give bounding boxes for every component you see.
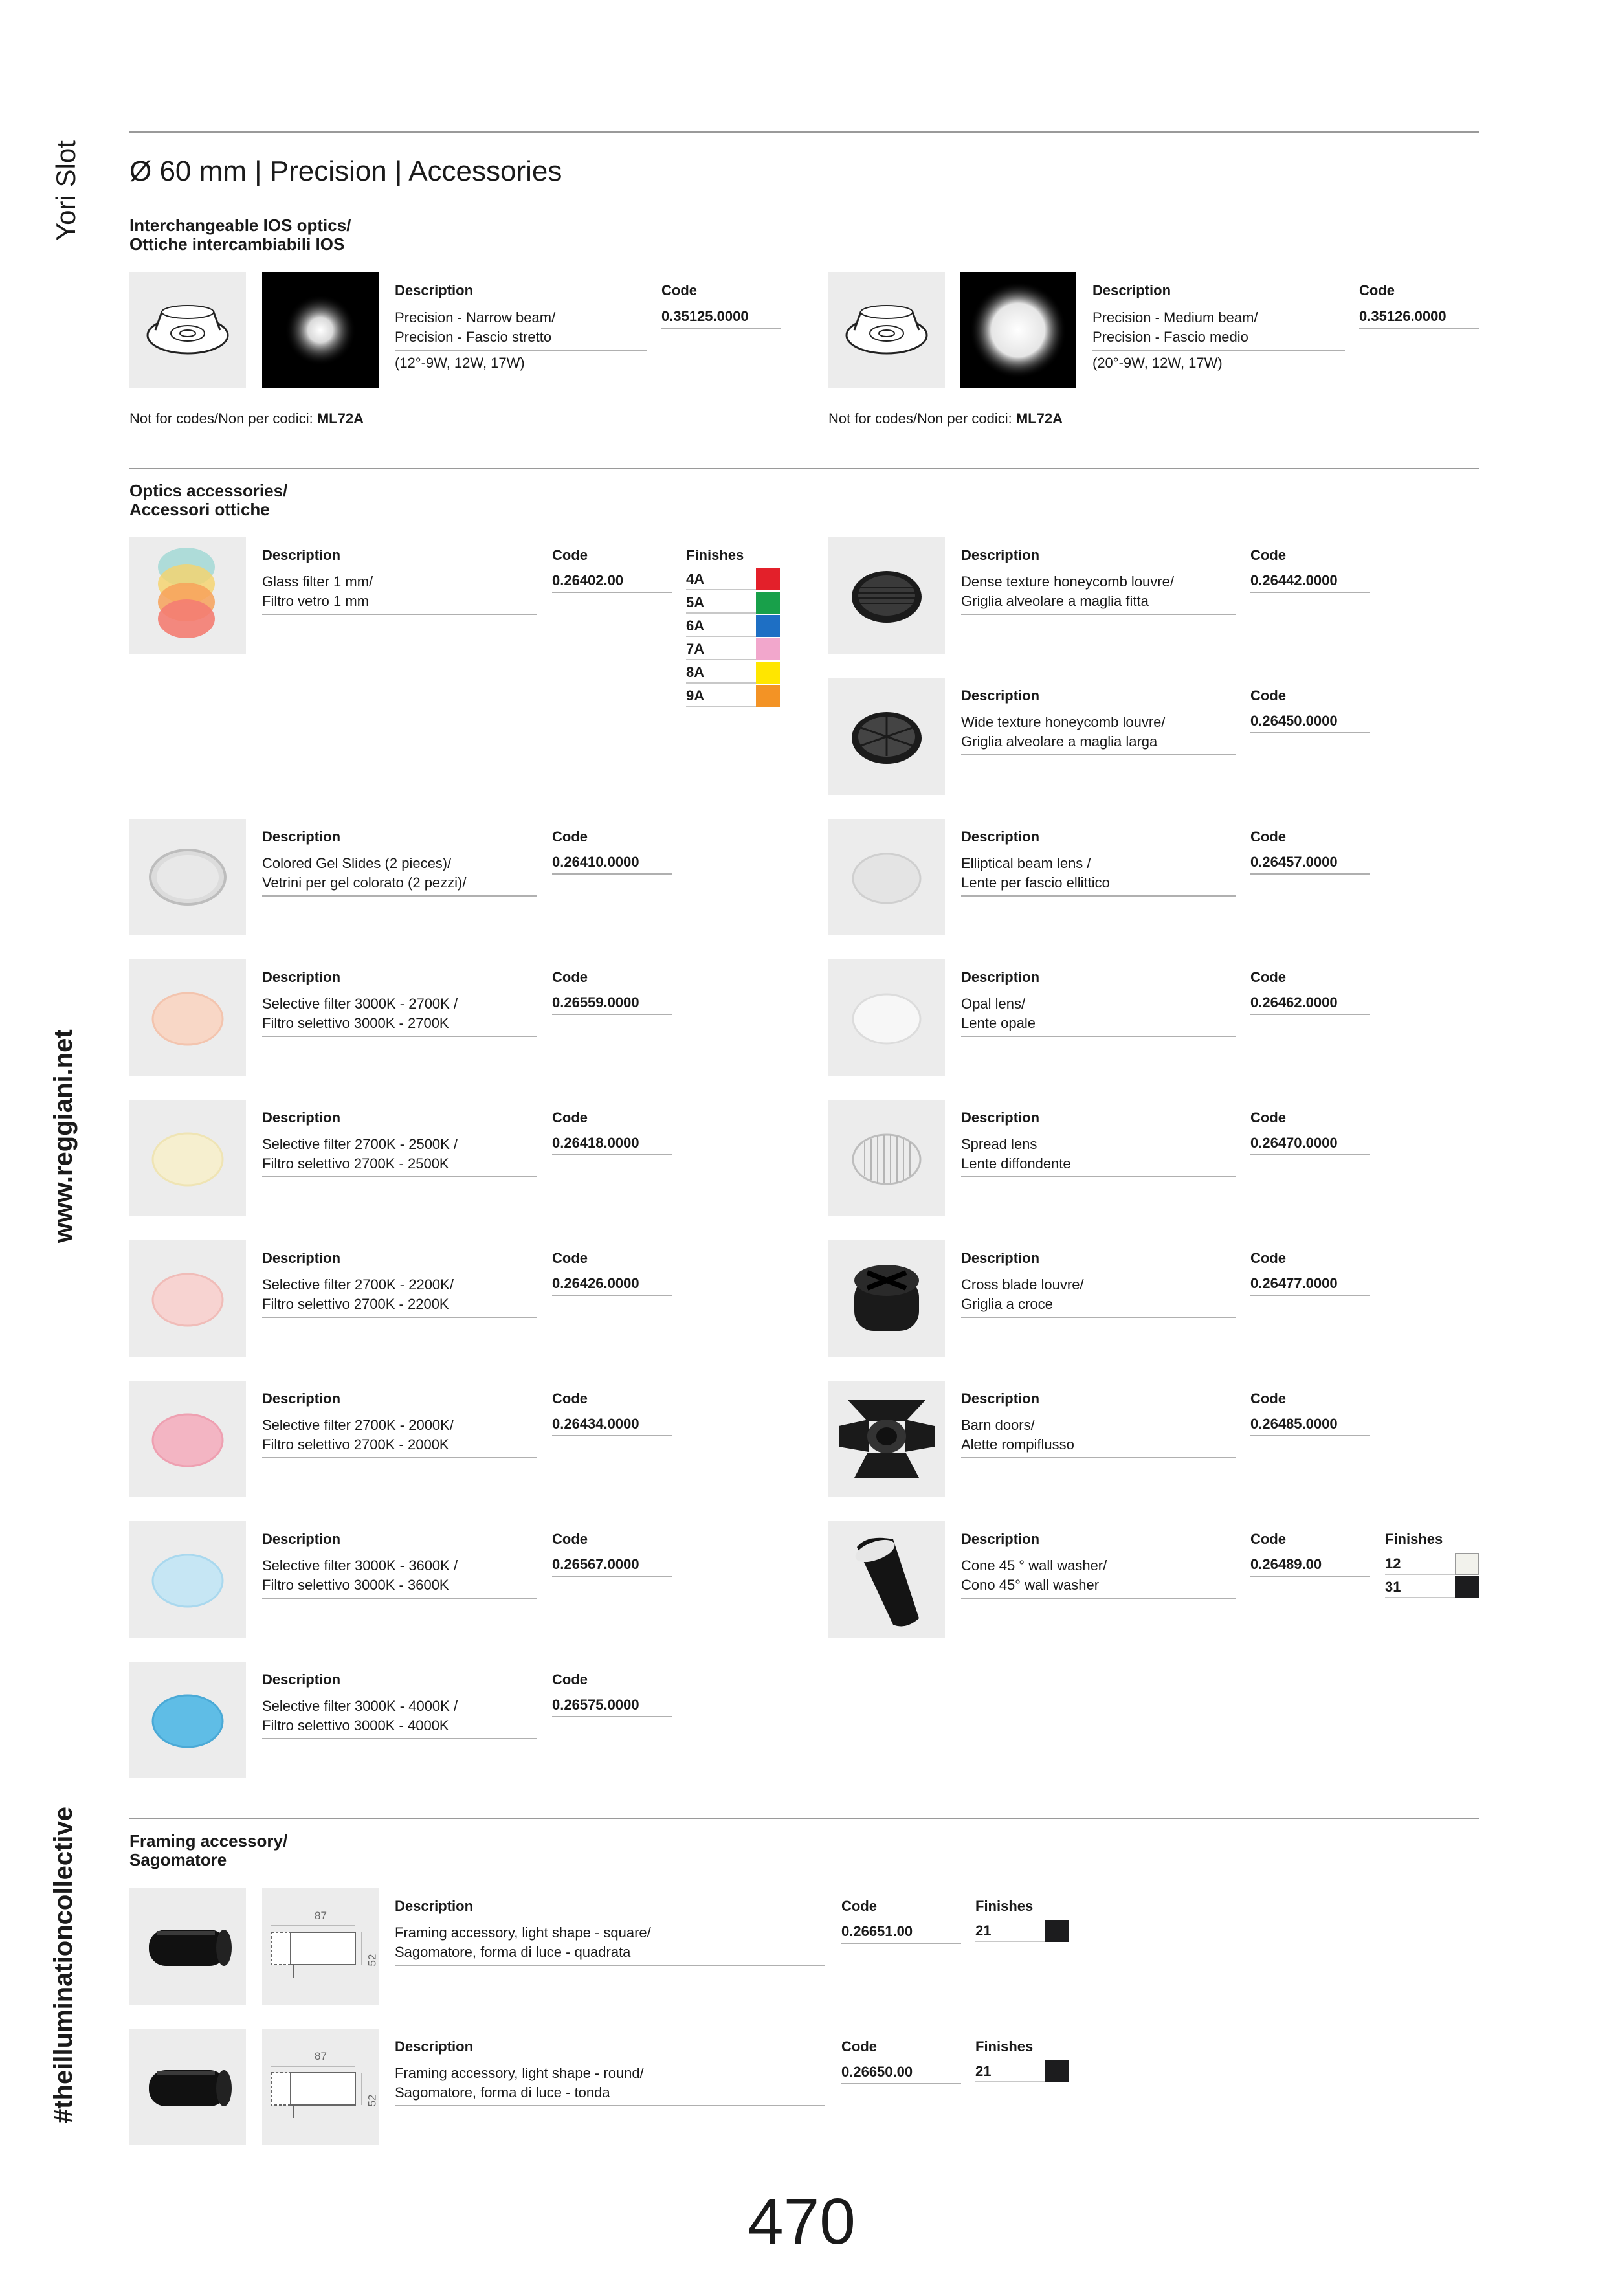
- ios-optic-icon: [129, 272, 246, 388]
- gel-slides-icon: [129, 819, 246, 935]
- optic-code-label: Code: [552, 969, 588, 985]
- optic-description: Cone 45 ° wall washer/ Cono 45° wall washer: [961, 1556, 1236, 1599]
- framing-code: 0.26650.00: [841, 2064, 961, 2084]
- framing-drawing-thumb: [262, 1888, 379, 2005]
- optic-code-label: Code: [1250, 969, 1286, 985]
- ios-spec-1: (12°-9W, 12W, 17W): [395, 355, 525, 371]
- optic-description: Selective filter 3000K - 3600K / Filtro selettivo 3000K - 3600K: [262, 1556, 537, 1599]
- finishes-label: Finishes: [1385, 1531, 1443, 1547]
- cross-blade-louvre-icon: [828, 1240, 945, 1357]
- optic-desc-label: Description: [961, 969, 1040, 985]
- finish-swatch: [756, 638, 780, 660]
- dimension-width-label: 87: [315, 1910, 327, 1922]
- ios-spec-2: (20°-9W, 12W, 17W): [1092, 355, 1223, 371]
- narrow-beam-preview: [262, 272, 379, 388]
- optic-code-label: Code: [552, 1109, 588, 1126]
- optic-code-label: Code: [1250, 1390, 1286, 1407]
- finish-row: 5A: [686, 592, 780, 614]
- dimension-drawing-icon: [262, 1888, 379, 2005]
- optic-description: Selective filter 3000K - 2700K / Filtro selettivo 3000K - 2700K: [262, 994, 537, 1037]
- framing-accessory-icon: [129, 2029, 246, 2145]
- optic-code-label: Code: [1250, 1109, 1286, 1126]
- side-website[interactable]: www.reggiani.net: [49, 1029, 78, 1243]
- optic-code: 0.26470.0000: [1250, 1135, 1370, 1155]
- optic-description: Dense texture honeycomb louvre/ Griglia alveolare a maglia fitta: [961, 572, 1236, 615]
- optic-code-label: Code: [552, 1671, 588, 1688]
- page-number: 470: [748, 2185, 856, 2258]
- optic-description: Barn doors/ Alette rompiflusso: [961, 1416, 1236, 1458]
- optic-code-label: Code: [1250, 687, 1286, 704]
- ios-optic-thumb: [129, 272, 246, 388]
- selective-filter-thumb: [129, 1381, 246, 1497]
- selective-filter-thumb: [129, 1100, 246, 1216]
- optic-code-label: Code: [552, 1250, 588, 1266]
- optic-desc-label: Description: [961, 1109, 1040, 1126]
- framing-heading: Framing accessory/ Sagomatore: [129, 1831, 288, 1869]
- optic-code: 0.26477.0000: [1250, 1275, 1370, 1296]
- framing-code-label: Code: [841, 1898, 877, 1914]
- spread-lens-icon: [828, 1100, 945, 1216]
- optic-desc-label: Description: [262, 829, 341, 845]
- dimension-drawing-icon: [262, 2029, 379, 2145]
- optic-code: 0.26462.0000: [1250, 994, 1370, 1015]
- ios-desc-label-2: Description: [1092, 282, 1171, 298]
- wide-honeycomb-thumb: [828, 678, 945, 795]
- optic-code-label: Code: [1250, 1250, 1286, 1266]
- selective-filter-icon: [129, 959, 246, 1076]
- ios-code-2: 0.35126.0000: [1359, 308, 1479, 329]
- finish-row: 21: [975, 2060, 1069, 2082]
- optic-description: Glass filter 1 mm/ Filtro vetro 1 mm: [262, 572, 537, 615]
- finish-swatch: [756, 662, 780, 684]
- framing-description: Framing accessory, light shape - square/ Sagomatore, forma di luce - quadrata: [395, 1923, 825, 1966]
- optic-code: 0.26457.0000: [1250, 854, 1370, 875]
- optic-description: Spread lens Lente diffondente: [961, 1135, 1236, 1177]
- optic-description: Opal lens/ Lente opale: [961, 994, 1236, 1037]
- framing-description: Framing accessory, light shape - round/ Sagomatore, forma di luce - tonda: [395, 2064, 825, 2106]
- optics-rule: [129, 468, 1479, 469]
- finishes-label: Finishes: [975, 1898, 1034, 1914]
- optic-desc-label: Description: [262, 1109, 341, 1126]
- opal-lens-icon: [828, 959, 945, 1076]
- selective-filter-thumb: [129, 959, 246, 1076]
- finish-row: 9A: [686, 685, 780, 707]
- optic-code: 0.26485.0000: [1250, 1416, 1370, 1436]
- gel-slides-thumb: [129, 819, 246, 935]
- selective-filter-icon: [129, 1381, 246, 1497]
- optic-code: 0.26410.0000: [552, 854, 672, 875]
- optic-code-label: Code: [1250, 829, 1286, 845]
- optic-code-label: Code: [552, 829, 588, 845]
- optic-code: 0.26434.0000: [552, 1416, 672, 1436]
- finish-row: 6A: [686, 615, 780, 637]
- optic-code: 0.26402.00: [552, 572, 672, 593]
- optic-desc-label: Description: [262, 547, 341, 563]
- ios-code-label-2: Code: [1359, 282, 1395, 298]
- optic-desc-label: Description: [262, 1390, 341, 1407]
- optics-heading: Optics accessories/ Accessori ottiche: [129, 481, 288, 519]
- ios-description-2: Precision - Medium beam/ Precision - Fascio medio: [1092, 308, 1345, 351]
- optic-desc-label: Description: [961, 547, 1040, 563]
- narrow-beam-icon: [262, 272, 379, 388]
- framing-desc-label: Description: [395, 2038, 474, 2055]
- dimension-height-label: 52: [366, 2094, 379, 2107]
- optic-description: Cross blade louvre/ Griglia a croce: [961, 1275, 1236, 1318]
- framing-accessory-thumb: [129, 2029, 246, 2145]
- optic-code: 0.26575.0000: [552, 1697, 672, 1717]
- optic-description: Selective filter 2700K - 2500K / Filtro selettivo 2700K - 2500K: [262, 1135, 537, 1177]
- medium-beam-icon: [960, 272, 1076, 388]
- finish-row: 4A: [686, 568, 780, 590]
- optic-code: 0.26418.0000: [552, 1135, 672, 1155]
- finish-row: 31: [1385, 1576, 1479, 1598]
- spread-lens-thumb: [828, 1100, 945, 1216]
- finish-swatch: [756, 592, 780, 614]
- barn-doors-icon: [828, 1381, 945, 1497]
- optic-code: 0.26442.0000: [1250, 572, 1370, 593]
- medium-beam-preview: [960, 272, 1076, 388]
- top-rule: [129, 131, 1479, 133]
- finish-swatch: [756, 685, 780, 707]
- optic-code-label: Code: [552, 1390, 588, 1407]
- selective-filter-icon: [129, 1100, 246, 1216]
- finish-swatch: [1455, 1576, 1479, 1598]
- ios-optic-thumb-2: [828, 272, 945, 388]
- cone-wall-washer-icon: [828, 1521, 945, 1638]
- wide-honeycomb-louvre-icon: [828, 678, 945, 795]
- finish-swatch: [756, 615, 780, 637]
- dimension-width-label: 87: [315, 2050, 327, 2062]
- opal-lens-thumb: [828, 959, 945, 1076]
- optic-code: 0.26426.0000: [552, 1275, 672, 1296]
- finish-row: 21: [975, 1920, 1069, 1942]
- selective-filter-icon: [129, 1521, 246, 1638]
- optic-desc-label: Description: [961, 687, 1040, 704]
- optic-desc-label: Description: [961, 1250, 1040, 1266]
- optic-description: Selective filter 3000K - 4000K / Filtro selettivo 3000K - 4000K: [262, 1697, 537, 1739]
- selective-filter-thumb: [129, 1521, 246, 1638]
- side-hashtag: #theilluminationcollective: [49, 1806, 78, 2123]
- optic-description: Selective filter 2700K - 2200K/ Filtro selettivo 2700K - 2200K: [262, 1275, 537, 1318]
- finishes-label: Finishes: [975, 2038, 1034, 2055]
- ios-heading: Interchangeable IOS optics/ Ottiche intercambiabili IOS: [129, 216, 351, 254]
- optic-desc-label: Description: [961, 829, 1040, 845]
- finish-swatch: [1045, 2060, 1069, 2082]
- finish-row: 8A: [686, 662, 780, 684]
- framing-accessory-icon: [129, 1888, 246, 2005]
- selective-filter-icon: [129, 1662, 246, 1778]
- optic-description: Colored Gel Slides (2 pieces)/ Vetrini per gel colorato (2 pezzi)/: [262, 854, 537, 897]
- framing-desc-label: Description: [395, 1898, 474, 1914]
- optic-code: 0.26450.0000: [1250, 713, 1370, 733]
- finish-swatch: [1045, 1920, 1069, 1942]
- ios-code-1: 0.35125.0000: [661, 308, 781, 329]
- ios-desc-label-1: Description: [395, 282, 474, 298]
- optic-description: Wide texture honeycomb louvre/ Griglia alveolare a maglia larga: [961, 713, 1236, 755]
- optic-desc-label: Description: [262, 969, 341, 985]
- ios-description-1: Precision - Narrow beam/ Precision - Fascio stretto: [395, 308, 647, 351]
- framing-rule: [129, 1818, 1479, 1819]
- barn-doors-thumb: [828, 1381, 945, 1497]
- side-brand: Yori Slot: [50, 140, 81, 241]
- optic-desc-label: Description: [961, 1531, 1040, 1547]
- selective-filter-thumb: [129, 1240, 246, 1357]
- selective-filter-icon: [129, 1240, 246, 1357]
- cross-blade-thumb: [828, 1240, 945, 1357]
- optic-code-label: Code: [1250, 1531, 1286, 1547]
- selective-filter-thumb: [129, 1662, 246, 1778]
- optic-desc-label: Description: [262, 1671, 341, 1688]
- optic-code: 0.26567.0000: [552, 1556, 672, 1577]
- framing-drawing-thumb: [262, 2029, 379, 2145]
- glass-filter-stack-icon: [129, 537, 246, 654]
- finishes-label: Finishes: [686, 547, 744, 563]
- finish-swatch: [756, 568, 780, 590]
- ios-code-label-1: Code: [661, 282, 697, 298]
- dimension-height-label: 52: [366, 1954, 379, 1967]
- ios-optic-icon: [828, 272, 945, 388]
- cone-wall-washer-thumb: [828, 1521, 945, 1638]
- finish-row: 12: [1385, 1553, 1479, 1575]
- page-title: Ø 60 mm | Precision | Accessories: [129, 155, 562, 187]
- framing-code-label: Code: [841, 2038, 877, 2055]
- elliptical-lens-icon: [828, 819, 945, 935]
- optic-code-label: Code: [552, 1531, 588, 1547]
- glass-filter-thumb: [129, 537, 246, 654]
- optic-code: 0.26489.00: [1250, 1556, 1370, 1577]
- optic-desc-label: Description: [961, 1390, 1040, 1407]
- optic-description: Elliptical beam lens / Lente per fascio ellittico: [961, 854, 1236, 897]
- ios-note-1: Not for codes/Non per codici: ML72A: [129, 410, 364, 427]
- optic-code-label: Code: [1250, 547, 1286, 563]
- elliptical-lens-thumb: [828, 819, 945, 935]
- optic-desc-label: Description: [262, 1531, 341, 1547]
- framing-code: 0.26651.00: [841, 1923, 961, 1944]
- finish-row: 7A: [686, 638, 780, 660]
- optic-desc-label: Description: [262, 1250, 341, 1266]
- optic-description: Selective filter 2700K - 2000K/ Filtro selettivo 2700K - 2000K: [262, 1416, 537, 1458]
- dense-honeycomb-thumb: [828, 537, 945, 654]
- framing-accessory-thumb: [129, 1888, 246, 2005]
- optic-code-label: Code: [552, 547, 588, 563]
- optic-code: 0.26559.0000: [552, 994, 672, 1015]
- ios-note-2: Not for codes/Non per codici: ML72A: [828, 410, 1063, 427]
- dense-honeycomb-louvre-icon: [828, 537, 945, 654]
- finish-swatch: [1455, 1553, 1479, 1575]
